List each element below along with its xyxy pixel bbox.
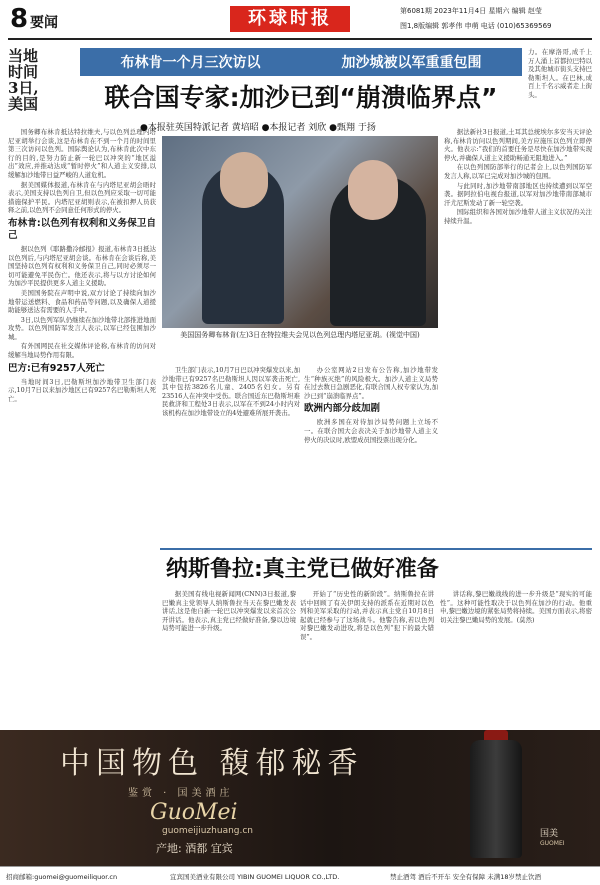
ad-logo-en: GUOMEI <box>540 840 565 847</box>
story2-headline: 纳斯鲁拉:真主党已做好准备 <box>166 557 439 582</box>
story1-deck-left: 布林肯一个月三次访以 <box>120 55 261 71</box>
footer-warning: 禁止酒驾 酒后不开车 安全有保障 未满18岁禁止饮酒 <box>390 873 541 881</box>
story1-col-right-top: 力。在摩洛哥,成千上万人涌上首都拉巴特以及其他城市街头支持巴勒斯坦人。在巴林,成百上千名示威者走上街头。 <box>528 48 592 99</box>
col-c-para: 国际组织和各国对加沙地带人道主义状况的关注持续升温。 <box>444 208 592 225</box>
col-b2-subhead: 欧洲内部分歧加剧 <box>304 403 381 415</box>
col-a-para: 国务卿布林肯抵达特拉维夫,与以色列总理内塔尼亚胡举行会谈,这是布林肯在不到一个月的时间里第三次访问以色列。国际舆论认为,布林肯此次中东行的目的,是努力防止新一轮巴以冲突的“地区溢出”效应,并推动达成“暂时停火”和人道主义安排,以缓解加沙地带日益严峻的人道危机。 <box>8 128 156 179</box>
story2-para: 开始了“历史性的新阶段”。纳斯鲁拉在讲话中回顾了有关伊朗支持的派系在近期对以色列和美军采取的行动,并表示真主党自10月8日起就已经参与了这场战斗。他警告称,若以色列对黎巴嫩发动进攻,将是以色列“犯下的最大错误”。 <box>300 590 434 641</box>
story1-photo <box>162 136 438 328</box>
story1-byline: ●本报驻英国特派记者 黄培昭 ●本报记者 刘欣 ●甄翔 于扬 <box>140 123 376 133</box>
col-c-para: 在以色列国防部举行的记者会上,以色列国防军发言人称,以军已完成对加沙城的包围。 <box>444 163 592 180</box>
col-c-para: 与此同时,加沙地带南部地区也持续遭到以军空袭。据阿拉伯电视台报道,以军对加沙地带南部城市汗尤尼斯发动了新一轮空袭。 <box>444 181 592 207</box>
photo-head-right <box>348 160 398 220</box>
footer-company: 宜宾国美酒业有限公司 YIBIN GUOMEI LIQUOR CO.,LTD. <box>170 873 340 881</box>
ad-brand-url: guomeijiuzhuang.cn <box>162 826 254 836</box>
story1-col-b1 <box>162 366 300 546</box>
section-name: 要闻 <box>30 15 58 31</box>
col-c-para: 据法新社3日报道,土耳其总统埃尔多安当天评论称,布林肯访问以色列期间,美方应施压以色列立即停火。他表示:“我们的首要任务是尽快在加沙地带实现停火,并确保人道主义援助畅通无阻地进入。” <box>444 128 592 162</box>
story1-deck-right: 加沙城被以军重重包围 <box>341 55 482 71</box>
story2-col-3 <box>440 590 592 728</box>
liquor-advertisement <box>0 730 600 866</box>
col-a-subhead-2: 巴方:已有9257人死亡 <box>8 362 105 374</box>
section-divider <box>160 548 592 550</box>
newspaper-logo: 环球时报 <box>230 6 350 32</box>
col-a-para: 据以色列《耶路撒冷邮报》报道,布林肯3日抵达以色列后,与内塔尼亚胡会谈。布林肯在会谈后称,美国坚持以色列有权利和义务保卫自己,同时必须尽一切可能避免平民伤亡。他还表示,将与以方讨论如何为加沙平民提供更多人道主义援助。 <box>8 244 156 288</box>
col-a-subhead: 布林肯:以色列有权利和义务保卫自己 <box>8 217 156 241</box>
col-a-para: 3日,以色列军队仍继续在加沙地带北部推进地面攻势。以色列国防军发言人表示,以军已经包围加沙城。 <box>8 315 156 341</box>
story1-kicker: 当地时间3日,美国 <box>8 47 39 113</box>
story2-para: 讲话称,黎巴嫩战线的进一步升级是“现实的可能性”。这种可能性取决于以色列在加沙的行动。他重申,黎巴嫩边境的紧张局势将持续。美国方面表示,将密切关注黎巴嫩局势的发展。(莫然) <box>440 590 592 624</box>
footer-contact: 招商邮箱:guomei@guomeiliquor.cn <box>6 873 118 881</box>
col-a-para: 据美国媒体报道,布林肯在与内塔尼亚胡会晤时表示,美国支持以色列自卫,但以色列应采取一切可能措施保护平民。内塔尼亚胡则表示,在被扣押人员获释之前,以色列不会同意任何形式的停火。 <box>8 180 156 215</box>
story2-para: 据美国有线电视新闻网(CNN)3日报道,黎巴嫩真主党领导人纳斯鲁拉当天在黎巴嫩发表讲话,这是他自新一轮巴以冲突爆发以来首次公开讲话。他表示,真主党已经做好准备,黎以边境局势可能进一步升级。 <box>162 590 296 633</box>
bottle-icon <box>470 740 522 858</box>
issue-line: 第6081期 2023年11月4日 星期六 编辑 赵莹 <box>400 7 542 15</box>
page-number: 8 <box>10 4 29 34</box>
col-a-para: 当地时间3日,巴勒斯坦加沙地带卫生部门表示,10月7日以来加沙地区已有9257名巴勒斯坦人死亡。 <box>8 377 156 403</box>
col-b2-para: 欧洲多国在对待加沙局势问题上立场不一。在联合国大会表决关于加沙地带人道主义停火的决议时,欧盟成员国投票出现分化。 <box>304 418 438 444</box>
ad-title: 中国物色 馥郁秘香 <box>60 746 364 781</box>
editor-line: 图1,8版编辑 郭孝伟 申萌 电话 (010)65369569 <box>400 22 552 30</box>
page-footer <box>0 866 600 885</box>
col-a-para: 美国国务院在声明中说,双方讨论了持续向加沙地带运送燃料、食品和药品等问题,以及确保人道援助能够送达有需要的人手中。 <box>8 288 156 315</box>
story1-headline: 联合国专家:加沙已到“崩溃临界点” <box>104 83 498 112</box>
story1-deck <box>80 48 522 76</box>
story1-col-c <box>444 128 592 538</box>
col-b2-para: 办公室网站2日发布公告称,加沙地带发生“种族灭绝”的风险极大。加沙人道主义局势在过去数日急剧恶化,有联合国人权专家认为,加沙已到“崩溃临界点”。 <box>304 366 438 400</box>
story1-col-b2 <box>304 366 438 546</box>
ad-brand: GuoMei <box>150 800 238 825</box>
ad-subtitle: 鉴赏 · 国美酒庄 <box>128 788 234 799</box>
photo-head-left <box>220 152 268 208</box>
col-b1-para: 卫生部门表示,10月7日巴以冲突爆发以来,加沙地带已有9257名巴勒斯坦人因以军袭击死亡,其中包括3826名儿童、2405名妇女。另有23516人在冲突中受伤。联合国近东巴勒斯坦难民救济和工程处3日表示,以军在不到24小时内对该机构在加沙地带设立的4处避难所展开袭击。 <box>162 366 300 417</box>
story2-col-1 <box>162 590 296 728</box>
ad-origin: 产地: 酒都 宜宾 <box>156 842 233 855</box>
ad-logo-cn: 国美 <box>540 829 559 839</box>
story1-col-a <box>8 128 156 778</box>
photo-caption: 美国国务卿布林肯(左)3日在特拉维夫会见以色列总理内塔尼亚胡。(视觉中国) <box>180 331 420 339</box>
col-a-para: 有外国网民在社交媒体评论称,布林肯的访问对缓解当地局势作用有限。 <box>8 342 156 360</box>
story2-col-2 <box>300 590 434 728</box>
top-rule <box>8 38 592 40</box>
